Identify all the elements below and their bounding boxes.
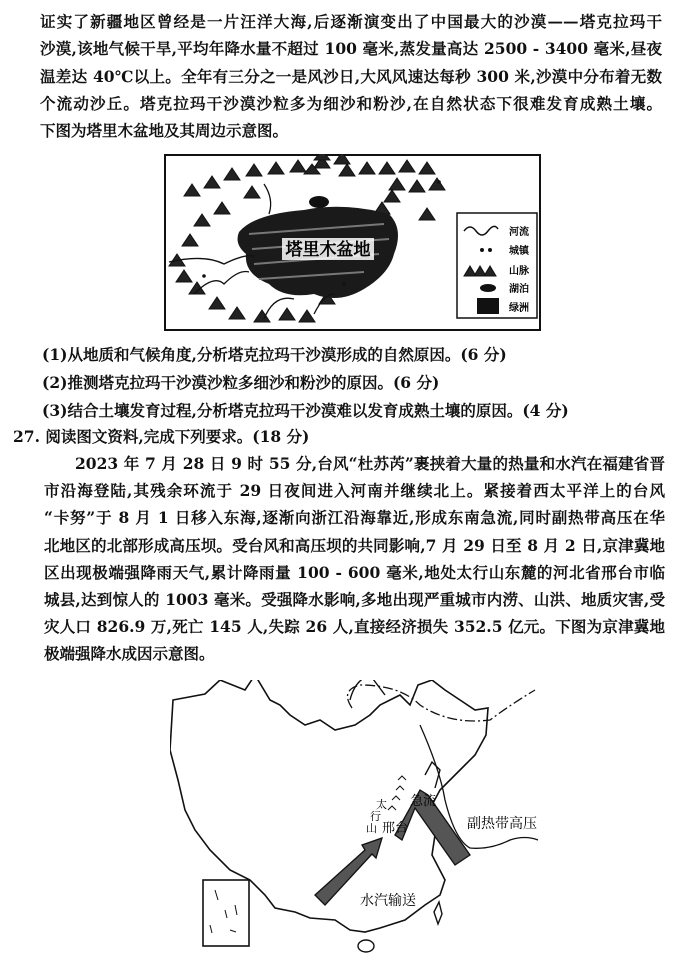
subtropical-high-label: 副热带高压	[467, 816, 537, 832]
basin-label: 塔里木盆地	[285, 240, 371, 260]
svg-text:行: 行	[370, 810, 381, 823]
taiwan-island	[434, 902, 442, 924]
passage-line: 下图为塔里木盆地及其周边示意图。	[40, 121, 289, 140]
hainan-island	[358, 940, 374, 952]
jet-label: 急流	[410, 794, 437, 809]
lake-icon	[309, 196, 329, 208]
question-2: (2)推测塔克拉玛干沙漠沙粒多细沙和粉沙的原因。(6 分)	[42, 373, 440, 392]
question-3: (3)结合土壤发育过程,分析塔克拉玛干沙漠难以发育成熟土壤的原因。(4 分)	[42, 401, 569, 420]
svg-text:太: 太	[376, 798, 387, 811]
passage-line: 极端强降水成因示意图。	[44, 644, 215, 663]
passage-line: 区出现极端强降雨天气,累计降雨量 100 - 600 毫米,地处太行山东麓的河北省邢台市临	[44, 563, 665, 582]
svg-text:城镇: 城镇	[509, 246, 529, 257]
svg-text:山: 山	[366, 822, 377, 835]
rainfall-cause-map	[170, 680, 550, 960]
legend	[457, 213, 537, 318]
town-legend-icon	[480, 248, 484, 252]
moisture-transport-label: 水汽输送	[360, 893, 416, 909]
question-27-title: 27. 阅读图文资料,完成下列要求。(18 分)	[13, 427, 310, 446]
passage-line: 证实了新疆地区曾经是一片汪洋大海,后逐渐演变出了中国最大的沙漠——塔克拉玛干	[40, 12, 662, 31]
passage-line: 城县,达到惊人的 1003 毫米。受强降水影响,多地出现严重城市内涝、山洪、地质灾害,受	[44, 590, 665, 609]
svg-text:河流: 河流	[509, 227, 529, 238]
passage-line: “卡努”于 8 月 1 日移入东海,逐渐向浙江沿海靠近,形成东南急流,同时副热带高压在华	[44, 508, 665, 527]
passage-line: 灾人口 826.9 万,死亡 145 人,失踪 26 人,直接经济损失 352.5 亿元。下图为京津冀地	[44, 617, 665, 636]
tarim-basin-map	[164, 154, 542, 332]
question-1: (1)从地质和气候角度,分析塔克拉玛干沙漠形成的自然原因。(6 分)	[42, 345, 507, 364]
passage-line: 温差达 40℃以上。全年有三分之一是风沙日,大风风速达每秒 300 米,沙漠中分布着无数	[40, 67, 662, 86]
lake-legend-icon	[480, 284, 496, 292]
xingtai-label: 邢台	[382, 821, 409, 836]
svg-text:山脉: 山脉	[509, 266, 529, 277]
oasis-legend-icon	[477, 298, 499, 314]
svg-text:绿洲: 绿洲	[509, 303, 529, 314]
svg-text:湖泊: 湖泊	[509, 284, 529, 295]
passage-line: 市沿海登陆,其残余环流于 29 日夜间进入河南并继续北上。紧接着西太平洋上的台风	[44, 481, 665, 500]
passage-line: 北地区的北部形成高压坝。受台风和高压坝的共同影响,7 月 29 日至 8 月 2 日,京津冀地	[44, 536, 665, 555]
passage-line: 沙漠,该地气候干旱,平均年降水量不超过 100 毫米,蒸发量高达 2500 - 3400 毫米,昼夜	[40, 39, 662, 58]
mountain-legend-icon	[464, 266, 496, 276]
passage-line: 个流动沙丘。塔克拉玛干沙漠沙粒多为细沙和粉沙,在自然状态下很难发育成熟土壤。	[40, 94, 662, 113]
passage-line: 2023 年 7 月 28 日 9 时 55 分,台风“杜苏芮”裹挟着大量的热量和水汽在福建省晋	[75, 454, 665, 473]
